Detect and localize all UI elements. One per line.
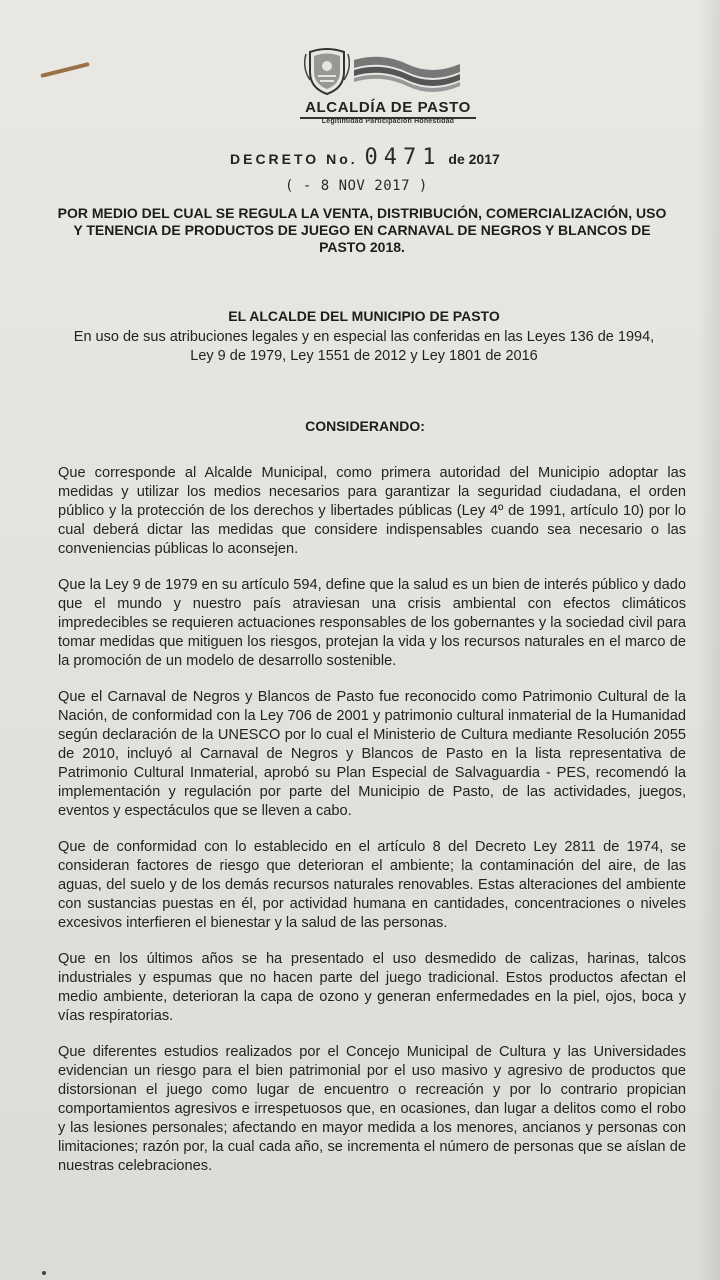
decree-title: POR MEDIO DEL CUAL SE REGULA LA VENTA, DISTRIBUCIÓN, COMERCIALIZACIÓN, USO Y TENENCIA DE PRODUCTOS DE JUEGO EN CARNAVAL DE NEGROS Y BLANCOS DE PASTO 2018. [57,205,667,255]
paragraph: Que en los últimos años se ha presentado el uso desmedido de calizas, harinas, talcos industriales y espumas que no hacen parte del juego tradicional. Estos productos afectan el medio ambiente, deterioran la capa de ozono y generan enfermedades en la piel, ojos, boca y vías respiratorias. [58,951,686,1024]
considering-body [58,464,686,1193]
paragraph: Que de conformidad con lo establecido en el artículo 8 del Decreto Ley 2811 de 1974, se consideran factores de riesgo que deterioran el ambiente; la contaminación del aire, de las aguas, del suelo y de los demás recursos naturales renovables. Estas alteraciones del ambiente con sustancias puestas en él, por actividad humana en cantidades, concentraciones o niveles excesivos interfieren el bienestar y la salud de las personas. [58,839,686,931]
decree-label: DECRETO No. [230,151,358,167]
paragraph: Que la Ley 9 de 1979 en su artículo 594, define que la salud es un bien de interés público y dado que el mundo y nuestro país atraviesan una crisis ambiental con efectos climáticos impredecibles se requieren actuaciones responsables de los gobernantes y la sociedad civil para tomar medidas que mitiguen los riesgos, protejan la vida y los recursos naturales en el marco de la promoción de un modelo de desarrollo sostenible. [58,577,686,669]
pen-mark [40,62,89,78]
authority-heading: EL ALCALDE DEL MUNICIPIO DE PASTO [228,308,500,324]
org-tagline: Legitimidad Participación Honestidad [321,118,455,125]
decree-year: de 2017 [448,151,500,167]
considering-heading: CONSIDERANDO: [305,418,425,434]
paragraph: Que el Carnaval de Negros y Blancos de Pasto fue reconocido como Patrimonio Cultural de la Nación, de conformidad con la Ley 706 de 2001 y patrimonio cultural inmaterial de la Humanidad según declaración de la UNESCO por lo cual el Ministerio de Cultura mediante Resolución 2055 de 2010, incluyó al Carnaval de Negros y Blancos de Pasto en la lista representativa de Patrimonio Cultural Inmaterial, aprobó su Plan Especial de Salvaguardia - PES, recomendó la implementación y regulación por parte del Municipio de Pasto, de las actividades, juegos, eventos y espectáculos que se lleven a cabo. [58,689,686,819]
colombia-ribbon-icon [352,50,462,92]
authority-powers: En uso de sus atribuciones legales y en especial las conferidas en las Leyes 136 de 1994, Ley 9 de 1979, Ley 1551 de 2012 y Ley 1801 de 2016 [73,329,655,364]
decree-number: 0471 [364,145,442,170]
paper-speck [42,1271,46,1275]
paragraph: Que diferentes estudios realizados por el Concejo Municipal de Cultura y las Universidades evidencian un riesgo para el bien patrimonial por el uso masivo y agresivo de productos que distorsionan el juego como lugar de encuentro o recreación y por lo contrario propician comportamientos agresivos e irrespetuosos que, en ocasiones, dan lugar a delitos como el robo y las lesiones personales; afectando en mayor medida a los menores, ancianos y personas con limitaciones; razón por, la cual cada año, se incrementa el número de personas que se aíslan de nuestras celebraciones. [58,1044,686,1174]
decree-heading [230,145,530,170]
paragraph: Que corresponde al Alcalde Municipal, como primera autoridad del Municipio adoptar las medidas y utilizar los medios necesarios para garantizar la seguridad ciudadana, el orden público y la protección de los derechos y libertades públicas (Ley 4º de 1991, artículo 10) por lo cual deberá dictar las medidas que considere indispensables cuando sea necesario o las conveniencias públicas lo aconsejen. [58,465,686,557]
date-stamp: ( - 8 NOV 2017 ) [285,178,428,194]
page-shadow [698,0,720,1280]
org-name: ALCALDÍA DE PASTO [300,99,476,119]
municipal-crest-icon [304,46,350,96]
